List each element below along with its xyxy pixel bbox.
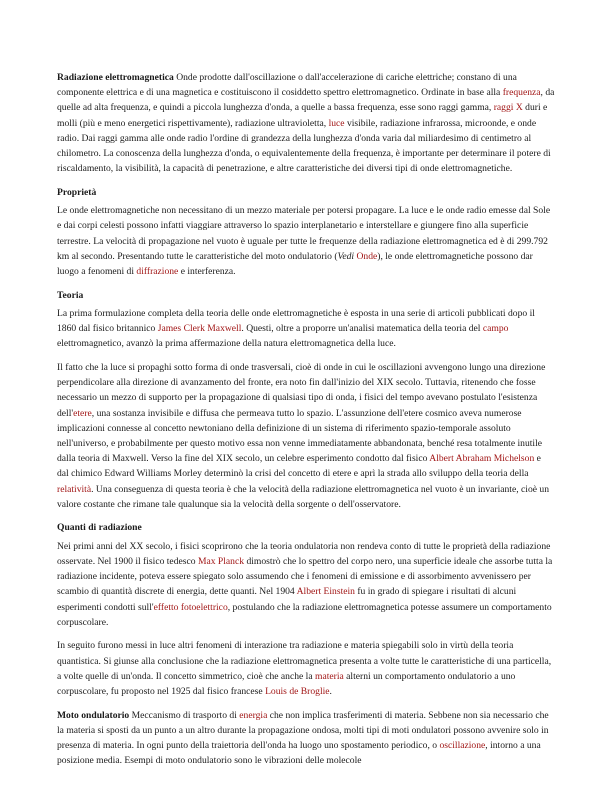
text: In seguito furono messi in luce altri fenomeni di interazione tra radiazione e materia spiegabili solo in virtù della teoria quantistica. Si giunse alla conclusione che la radiazione elettromagnetica presenta a volte tutte le caratteristiche di una particella, a volte quelle di un'onda. Il concetto simmetrico, cioè che anche la	[57, 640, 552, 682]
paragraph-radiazione	[57, 70, 555, 176]
text: Onde prodotte dall'oscillazione o dall'accelerazione di cariche elettriche; constano di una componente elettrica e di una magnetica e costituiscono il cosiddetto spettro elettromagnetico. Ordinate in base alla	[57, 72, 517, 99]
link-energia[interactable]: energia	[239, 709, 268, 721]
link-de-broglie[interactable]: Louis de Broglie	[265, 686, 330, 698]
link-etere[interactable]: etere	[73, 407, 92, 419]
link-diffrazione[interactable]: diffrazione	[136, 265, 179, 277]
paragraph-quanti-2	[57, 638, 555, 699]
link-campo[interactable]: campo	[482, 323, 509, 335]
link-frequenza[interactable]: frequenza	[502, 87, 541, 99]
paragraph-quanti-1	[57, 539, 555, 630]
vedi-label: Vedi	[337, 250, 355, 262]
link-raggi-x[interactable]: raggi X	[493, 102, 523, 114]
text: elettromagnetico, avanzò la prima affermazione della natura elettromagnetica della luce.	[57, 338, 396, 350]
entry-title-moto: Moto ondulatorio	[57, 709, 130, 721]
text: visibile, radiazione infrarossa, microonde, e onde radio. Dai raggi gamma alle onde radio l'ordine di grandezza della lunghezza d'onda varia dal miliardesimo di centimetro al chilometro. La conoscenza della lunghezza d'onda, o equivalentemente della frequenza, è importante per determinare il potere di riscaldamento, la visibilità, la capacità di penetrazione, e altre caratteristiche dei diversi tipi di onde elettromagnetiche.	[57, 117, 551, 175]
text: fu in grado di spiegare i risultati di alcuni esperimenti condotti sull'	[57, 586, 517, 613]
text: Meccanismo di trasporto di	[129, 709, 240, 721]
heading-teoria: Teoria	[57, 289, 84, 301]
text: .	[329, 686, 332, 698]
link-michelson[interactable]: Albert Abraham Michelson	[429, 453, 535, 465]
text: ), le onde elettromagnetiche possono dar luogo a fenomeni di	[57, 250, 533, 277]
link-luce[interactable]: luce	[328, 117, 345, 129]
paragraph-proprieta	[57, 203, 555, 279]
text: , da quelle ad alta frequenza, e quindi a piccola lunghezza d'onda, a quelle a bassa frequenza, esse sono raggi gamma,	[57, 87, 555, 114]
link-materia[interactable]: materia	[315, 670, 344, 682]
text: . Questi, oltre a proporre un'analisi matematica della teoria del	[241, 323, 483, 335]
paragraph-teoria-1	[57, 306, 555, 352]
heading-proprieta: Proprietà	[57, 186, 97, 198]
text: , una sostanza invisibile e diffusa che permeava tutto lo spazio. L'assunzione dell'etere cosmico aveva numerose implicazioni connesse al concetto newtoniano della definizione di un sistema di riferimento spazio-temporale assoluto nell'universo, e probabilmente per questo motivo essa non venne immediatamente abbandonata, benché resa totalmente inutile dalla teoria di Maxwell. Verso la fine del XIX secolo, un celebre esperimento condotto dal fisico	[57, 407, 542, 465]
text: e dal chimico Edward Williams Morley determinò la crisi del concetto di etere e aprì la strada allo sviluppo della teoria della	[57, 453, 541, 480]
link-oscillazione[interactable]: oscillazione	[439, 740, 486, 752]
text: duri e molli (più e meno energetici rispettivamente), radiazione ultravioletta,	[57, 102, 548, 129]
text: e interferenza.	[178, 265, 236, 277]
text: alterni un comportamento ondulatorio a uno corpuscolare, fu proposto nel 1925 dal fisico francese	[57, 670, 516, 698]
text: . Una conseguenza di questa teoria è che la velocità della radiazione elettromagnetica nel vuoto è un invariante, cioè un valore costante che rimane tale qualunque sia la velocità della sorgente o dell'osservatore.	[57, 483, 549, 510]
paragraph-moto-ondulatorio	[57, 708, 555, 769]
text: dimostrò che lo spettro del corpo nero, una superficie ideale che assorbe tutta la radiazione incidente, poteva essere spiegato solo assumendo che i fenomeni di emissione e di assorbimento avvenissero per scambio di quantità discrete di energia, dette quanti. Nel 1904	[57, 555, 553, 598]
link-maxwell[interactable]: James Clerk Maxwell	[157, 323, 242, 335]
text: Nei primi anni del XX secolo, i fisici scoprirono che la teoria ondulatoria non rendeva conto di tutte le proprietà della radiazione osservate. Nel 1900 il fisico tedesco	[57, 540, 551, 567]
entry-title-radiazione: Radiazione elettromagnetica	[57, 72, 174, 83]
text: La prima formulazione completa della teoria delle onde elettromagnetiche è esposta in una serie di articoli pubblicati dopo il 1860 dal fisico britannico	[57, 307, 535, 335]
text: Il fatto che la luce si propaghi sotto forma di onde trasversali, cioè di onde in cui le oscillazioni avvengono lungo una direzione perpendicolare alla direzione di avanzamento del fronte, era noto fin dall'inizio del XIX secolo. Tuttavia, ritenendo che fosse necessario un mezzo di supporto per la propagazione di qualsiasi tipo di onda, i fisici del tempo avevano postulato l'esistenza dell'	[57, 361, 546, 419]
text: , postulando che la radiazione elettromagnetica potesse assumere un comportamento corpuscolare.	[57, 601, 552, 628]
link-einstein[interactable]: Albert Einstein	[296, 586, 355, 598]
text: , intorno a una posizione media. Esempi di moto ondulatorio sono le vibrazioni delle molecole	[57, 740, 541, 767]
text: Le onde elettromagnetiche non necessitano di un mezzo materiale per potersi propagare. La luce e le onde radio emesse dal Sole e dai corpi celesti possono infatti viaggiare attraverso lo spazio interplanetario e interstellare e giungere fino alla superficie terrestre. La velocità di propagazione nel vuoto è uguale per tutte le frequenze della radiazione elettromagnetica ed è di 299.792 km al secondo. Presentando tutte le caratteristiche del moto ondulatorio (	[57, 205, 551, 262]
link-onde[interactable]: Onde	[356, 250, 378, 262]
link-relativita[interactable]: relatività	[57, 483, 92, 495]
document-page	[57, 70, 555, 777]
paragraph-teoria-2	[57, 360, 555, 512]
link-effetto-fotoelettrico[interactable]: effetto fotoelettrico	[153, 601, 228, 613]
link-planck[interactable]: Max Planck	[197, 555, 245, 567]
text: che non implica trasferimenti di materia. Sebbene non sia necessario che la materia si sposti da un punto a un altro durante la propagazione ondosa, molti tipi di moti ondulatori possono avvenire solo in presenza di materia. In ogni punto della traiettoria dell'onda ha luogo uno spostamento periodico, o	[57, 709, 549, 752]
heading-quanti: Quanti di radiazione	[57, 522, 142, 534]
